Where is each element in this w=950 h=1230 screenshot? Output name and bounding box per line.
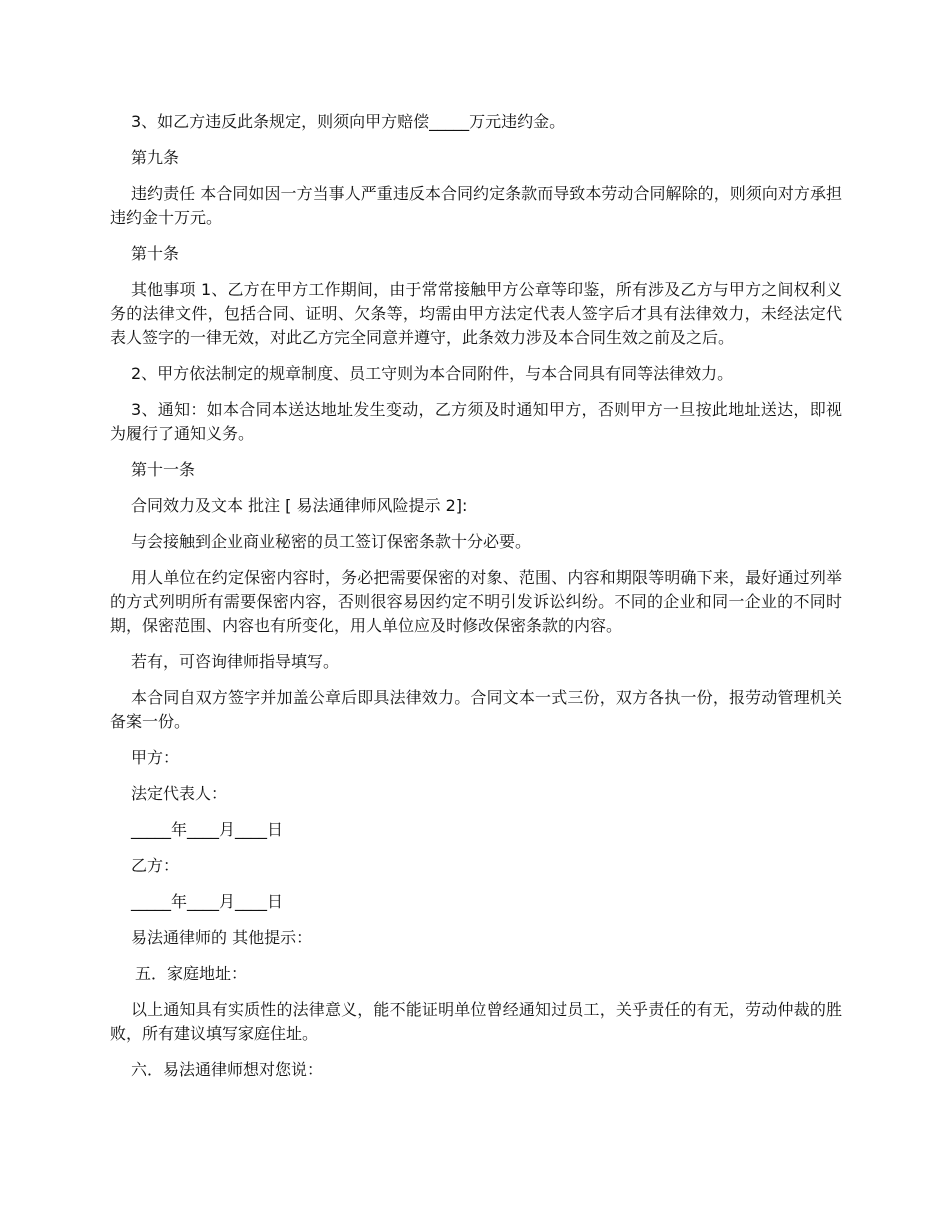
legal-representative-label: 法定代表人： [131,784,228,803]
section-5-notice-explanation: 以上通知具有实质性的法律意义，能不能证明单位曾经通知过员工，关乎责任的有无，劳动仲裁的胜败，所有建议填写家庭住址。 [110,1000,842,1043]
article-11-heading: 第十一条 [131,460,196,479]
other-tips-heading: 易法通律师的 其他提示： [131,928,313,947]
party-a-label: 甲方： [131,748,180,767]
article-10-notice: 3、通知：如本合同本送达地址发生变动，乙方须及时通知甲方，否则甲方一旦按此地址送达，即视为履行了通知义务。 [110,400,842,443]
article-10-heading: 第十条 [131,244,180,263]
article-10-rules-appendix: 2、甲方依法制定的规章制度、员工守则为本合同附件，与本合同具有同等法律效力。 [131,364,734,383]
risk-tip-consult-lawyer: 若有，可咨询律师指导填写。 [131,652,340,671]
article-10-other-matters: 其他事项 1、乙方在甲方工作期间，由于常常接触甲方公章等印鉴，所有涉及乙方与甲方之间权利义务的法律文件，包括合同、证明、欠条等，均需由甲方法定代表人签字后才具有法律效力，未经法定代表人签字的一律无效，对此乙方完全同意并遵守，此条效力涉及本合同生效之前及之后。 [110,280,842,347]
section-5-home-address: 五．家庭地址： [135,964,248,983]
party-b-date-line: _____年____月____日 [131,892,284,911]
party-a-date-line: _____年____月____日 [131,820,284,839]
article-9-breach-liability: 违约责任 本合同如因一方当事人严重违反本合同约定条款而导致本劳动合同解除的，则须向对方承担违约金十万元。 [110,184,842,227]
clause-penalty-blank: 3、如乙方违反此条规定，则须向甲方赔偿_____万元违约金。 [131,112,566,131]
party-b-label: 乙方： [131,856,180,875]
section-6-lawyer-message: 六．易法通律师想对您说： [131,1060,324,1079]
risk-tip-confidentiality: 与会接触到企业商业秘密的员工签订保密条款十分必要。 [131,532,532,551]
document-body [110,110,842,1094]
contract-effect-copies: 本合同自双方签字并加盖公章后即具法律效力。合同文本一式三份，双方各执一份，报劳动管理机关备案一份。 [110,688,842,731]
article-11-validity-note: 合同效力及文本 批注 [ 易法通律师风险提示 2]: [131,496,468,515]
risk-tip-confidentiality-detail: 用人单位在约定保密内容时，务必把需要保密的对象、范围、内容和期限等明确下来，最好通过列举的方式列明所有需要保密内容，否则很容易因约定不明引发诉讼纠纷。不同的企业和同一企业的不同时期，保密范围、内容也有所变化，用人单位应及时修改保密条款的内容。 [110,568,842,635]
article-9-heading: 第九条 [131,148,180,167]
